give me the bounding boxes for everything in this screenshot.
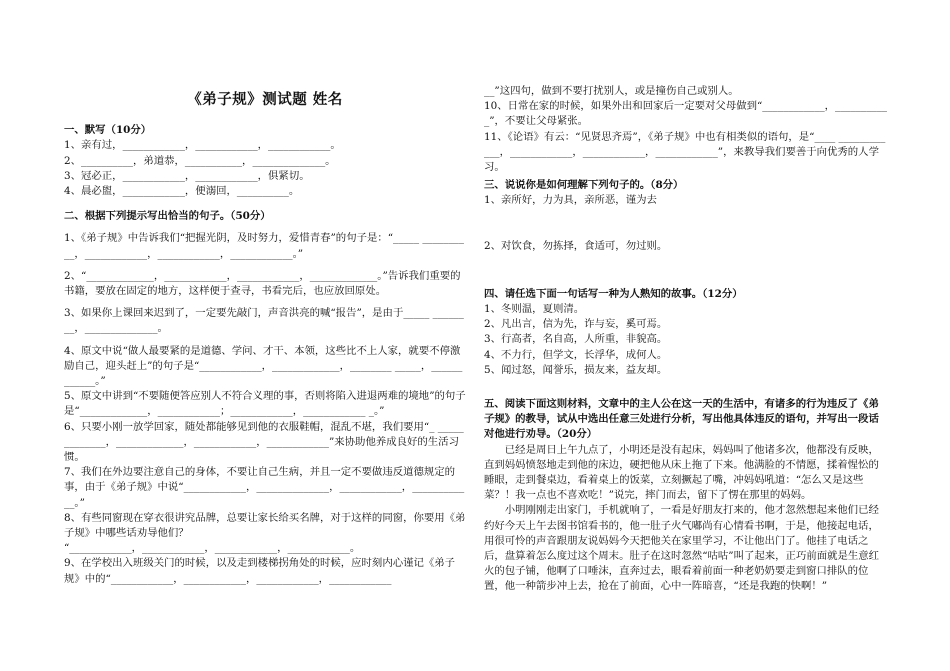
question-7: 7、我们在外边要注意自己的身体，不要让自己生病，并且一定不要做违反道德规定的事，由于《弟子规》中说“____________，______________，____________，____________。”: [64, 466, 465, 509]
question-1: 1、《弟子规》中告诉我们“把握光阴，及时努力，爱惜青春”的句子是：“_____ __________，____________，____________，____________。”: [64, 232, 464, 260]
s4-item-4: 4、不力行，但学文，长浮华，成何人。: [484, 348, 668, 361]
s1-line-2: 2、__________，弟道恭，___________，______________。: [64, 154, 336, 167]
section-3-heading: 三、说说你是如何理解下列句子的。（8分）: [484, 179, 684, 192]
question-3: 3、如果你上课回来迟到了，一定要先敲门，声音洪亮的喊“报告”，是由于_____ ________，______________。: [64, 307, 464, 335]
page-title: 《弟子规》测试题 姓名: [187, 91, 343, 108]
s1-line-4: 4、晨必盥，____________，便溺回，__________。: [64, 185, 300, 198]
section-5-heading: 五、阅读下面这则材料，文章中的主人公在这一天的生活中，有诸多的行为违反了《弟子规》的教导，试从中选出任意三处进行分析，写出他具体违反的语句，并写出一段话对他进行劝导。（20分）: [484, 398, 879, 441]
s4-item-2: 2、凡出言，信为先，诈与妄，奚可焉。: [484, 318, 668, 331]
right-column: [484, 84, 888, 595]
left-column: [64, 0, 466, 587]
question-2: 2、“_____________，____________，____________，_____________。”告诉我们重要的书籍，要放在固定的地方，这样便于查寻，书看完后，也应放回原处。: [64, 269, 461, 298]
section-1-heading: 一、默写（10分）: [64, 124, 152, 137]
question-11: 11、《论语》有云：“见贤思齐焉”，《弟子规》中也有相类似的语句，是“____ ____________，____________，____________，____________”，来教导我们要善于向优秀的人学习。: [484, 130, 886, 174]
s4-item-1: 1、冬则温，夏则清。: [484, 303, 585, 316]
passage-paragraph-2: 小明刚刚走出家门，手机就响了，一看是好朋友打来的，他才忽然想起来他们已经约好今天上午去图书馆看书的，他一肚子火气嘟尚有心情看书啊，于是，他接起电话，用很可怜的声音跟朋友说妈妈今天把他关在家里学习，不让他出门了。他挂了电话之后，盘算着怎么度过这个周末。肚子在这时忽然“咕咕”叫了起来，正巧前面就是生意红火的包子铺，他啊了口唾沫，直奔过去，眼看着前面一种老奶奶要走到窗口排队的位置，他一种箭步冲上去，抢在了前面，心中一阵暗喜，“还是我跑的快啊！”: [484, 504, 880, 593]
s4-item-3: 3、行高者，名自高，人所重，非貌高。: [484, 333, 668, 346]
question-10: 10、日常在家的时候，如果外出和回家后一定要对父母做到“____________，___________”，不要让父母紧张。: [484, 100, 887, 128]
s3-item-1: 1、亲所好，力为具，亲所恶，谨为去: [484, 194, 657, 207]
question-8: 8、有些同窗现在穿衣很讲究品牌，总要让家长给买名牌，对于这样的同窗，你要用《弟子规》中哪些话劝导他们？: [64, 511, 466, 540]
passage-paragraph-1: 已经是周日上午九点了，小明还是没有起床，妈妈叫了他诸多次，他都没有反映，直到妈妈愤怒地走到他的床边，硬把他从床上拖了下来。他满脸的不情愿，揉着惺忪的睡眼，走到餐桌边，看着桌上的饭菜，立刻撅起了嘴，冲妈妈吼道：“怎么又是这些菜？！我一点也不喜欢吃！”说完，摔门而去，留下了愣在那里的妈妈。: [484, 443, 879, 502]
section-2-heading: 二、根据下列提示写出恰当的句子。（50分）: [64, 210, 271, 223]
s4-item-5: 5、闻过怒，闻誉乐，损友来，益友却。: [484, 363, 668, 376]
s1-line-3: 3、冠必正，____________，____________，俱紧切。: [64, 169, 310, 182]
s1-line-1: 1、亲有过，____________，____________，____________。: [64, 139, 341, 152]
question-4: 4、原文中说“做人最要紧的是道德、学问、才干、本领，这些比不上人家，就要不停激励自己，迎头赶上”的句子是“____________，_____________，________ _____，____________。”: [64, 344, 463, 388]
question-6: 6、只要小刚一放学回家，随处都能够见到他的衣服鞋帽，混乱不堪，我们要用“_ _____________，_____________，____________，____________”来协助他养成良好的生活习惯。: [64, 420, 464, 464]
question-9-continued: __”这四句，做到不要打扰别人，或是撞伤自己或别人。: [484, 85, 739, 97]
question-9: 9、在学校出入班级关门的时候，以及走到楼梯拐角处的时候，应时刻内心谨记《弟子规》中的“____________，____________，____________，____________: [64, 557, 456, 585]
question-5: 5、原文中讲到“不要随便答应别人不符合义理的事，否则将陷入进退两难的境地”的句子是“_____________，____________；____________，____________ _。”: [64, 390, 466, 418]
question-8-blank: “____________，____________，____________，____________。: [64, 542, 361, 555]
s3-item-2: 2、对饮食，勿拣择，食适可，勿过则。: [484, 239, 668, 252]
section-4-heading: 四、请任选下面一句话写一种为人熟知的故事。（12分）: [484, 287, 743, 300]
